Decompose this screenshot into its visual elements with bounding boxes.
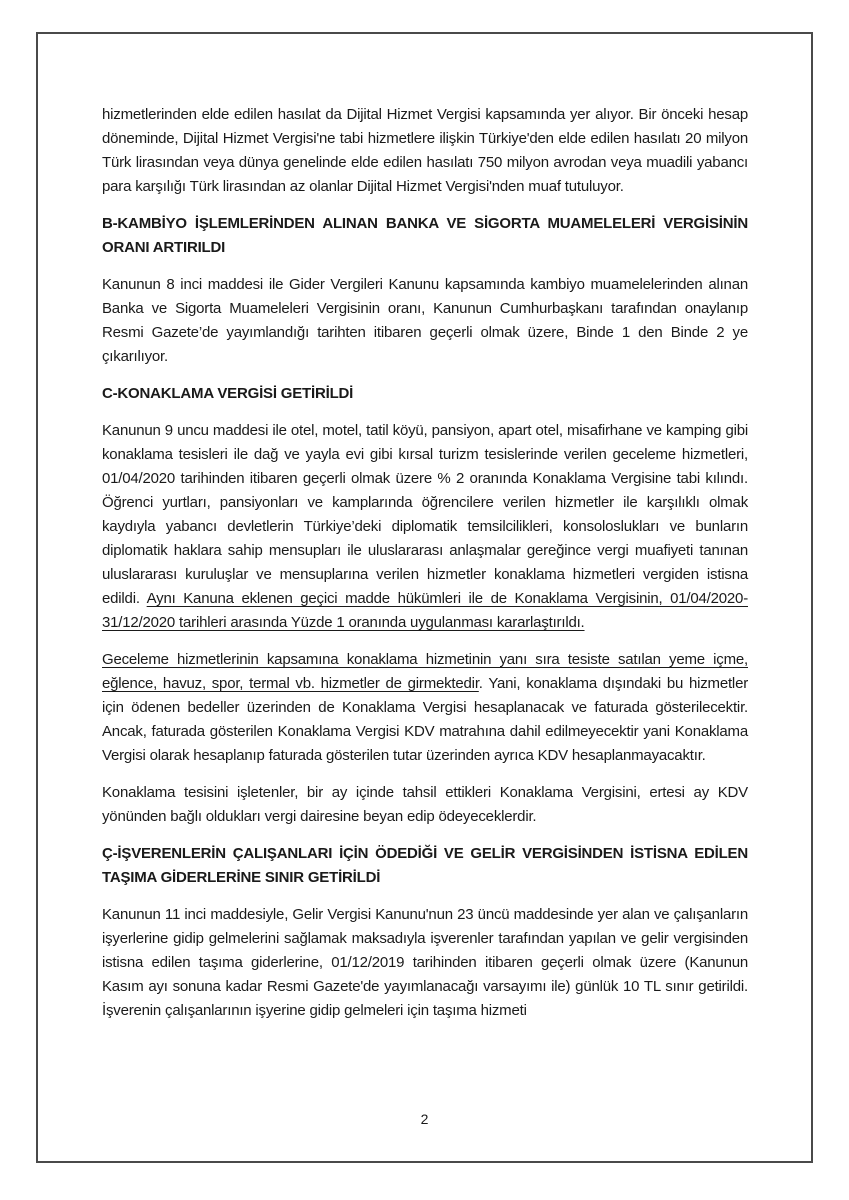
- heading-b-bsmv-rate-increase: B-KAMBİYO İŞLEMLERİNDEN ALINAN BANKA VE SİGORTA MUAMELELERİ VERGİSİNİN ORANI ARTIRILDI: [102, 215, 748, 256]
- paragraph-accommodation-tax-scope: [102, 419, 748, 635]
- paragraph-commuting-expense-detail: Kanunun 11 inci maddesiyle, Gelir Vergisi Kanunu'nun 23 üncü maddesinde yer alan ve çalışanların işyerlerine gidip gelmelerini sağlamak maksadıyla işverenler tarafından yapılan ve gelir vergisinden istisna edilen taşıma giderlerine, 01/12/2019 tarihinden itibaren geçerli olmak üzere (Kanunun Kasım ayı sonuna kadar Resmi Gazete'de yayımlanacağı varsayımı ile) günlük 10 TL sınır getirildi. İşverenin çalışanlarının işyerine gidip gelmeleri için taşıma hizmeti: [102, 906, 748, 1019]
- paragraph-accommodation-tax-declaration: Konaklama tesisini işletenler, bir ay içinde tahsil ettikleri Konaklama Vergisini, ertesi ay KDV yönünden bağlı oldukları vergi dairesine beyan edip ödeyeceklerdir.: [102, 784, 748, 825]
- text-segment-underlined: Aynı Kanuna eklenen geçici madde hükümleri ile de Konaklama Vergisinin, 01/04/2020-31/12/2020 tarihleri arasında Yüzde 1 oranında uygulanması kararlaştırıldı.: [102, 590, 748, 631]
- paragraph-accommodation-services-detail: [102, 648, 748, 768]
- page-number: 2: [420, 1111, 429, 1127]
- paragraph-bsmv-rate-detail: Kanunun 8 inci maddesi ile Gider Vergileri Kanunu kapsamında kambiyo muamelelerinden alınan Banka ve Sigorta Muameleleri Vergisinin oranı, Kanunun Cumhurbaşkanı tarafından onaylanıp Resmi Gazete’de yayımlandığı tarihten itibaren geçerli olmak üzere, Binde 1 den Binde 2 ye çıkarılıyor.: [102, 276, 748, 365]
- heading-c-accommodation-tax: C-KONAKLAMA VERGİSİ GETİRİLDİ: [102, 385, 354, 402]
- text-segment-normal: . Yani, konaklama dışındaki bu hizmetler için ödenen bedeller üzerinden de Konaklama Vergisi hesaplanacak ve faturada gösterilecektir. Ancak, faturada gösterilen Konaklama Vergisi KDV matrahına dahil edilmeyecektir yani Konaklama Vergisi olarak hesaplanıp faturada gösterilen tutar üzerinden ayrıca KDV hesaplanmayacaktır.: [102, 675, 749, 764]
- heading-c2-commuting-expense-limit: Ç-İŞVERENLERİN ÇALIŞANLARI İÇİN ÖDEDİĞİ VE GELİR VERGİSİNDEN İSTİSNA EDİLEN TAŞIMA GİDERLERİNE SINIR GETİRİLDİ: [102, 845, 748, 886]
- page-border-frame: [36, 32, 813, 1163]
- paragraph-digital-tax-exemption: hizmetlerinden elde edilen hasılat da Dijital Hizmet Vergisi kapsamında yer alıyor. Bir önceki hesap döneminde, Dijital Hizmet Vergisi'ne tabi hizmetlere ilişkin Türkiye'den elde edilen hasılatı 20 milyon Türk lirasından veya dünya genelinde elde edilen hasılatı 750 milyon avrodan veya muadili yabancı para karşılığı Türk lirasından az olanlar Dijital Hizmet Vergisi'nden muaf tutuluyor.: [102, 106, 748, 195]
- text-segment-underlined: Geceleme hizmetlerinin kapsamına konaklama hizmetinin yanı sıra tesiste satılan yeme içme, eğlence, havuz, spor, termal vb. hizmetler de girmektedir: [102, 651, 748, 692]
- document-content: [102, 103, 748, 1036]
- text-segment-normal: Kanunun 9 uncu maddesi ile otel, motel, tatil köyü, pansiyon, apart otel, misafirhane ve kamping gibi konaklama tesisleri ile dağ ve yayla evi gibi kırsal turizm tesislerinde verilen geceleme hizmetleri, 01/04/2020 tarihinden itibaren geçerli olmak üzere % 2 oranında Konaklama Vergisine tabi kılındı. Öğrenci yurtları, pansiyonları ve kamplarında öğrencilere verilen hizmetler ile karşılıklı olmak kaydıyla yabancı devletlerin Türkiye’deki diplomatik temsilcilikleri, konsoloslukları ve bunların diplomatik haklara sahip mensupları ile uluslararası anlaşmalar gereğince vergi muafiyeti tanınan uluslararası kuruluşlar ve mensuplarına verilen hizmetler konaklama hizmetleri vergiden istisna edildi.: [102, 422, 748, 607]
